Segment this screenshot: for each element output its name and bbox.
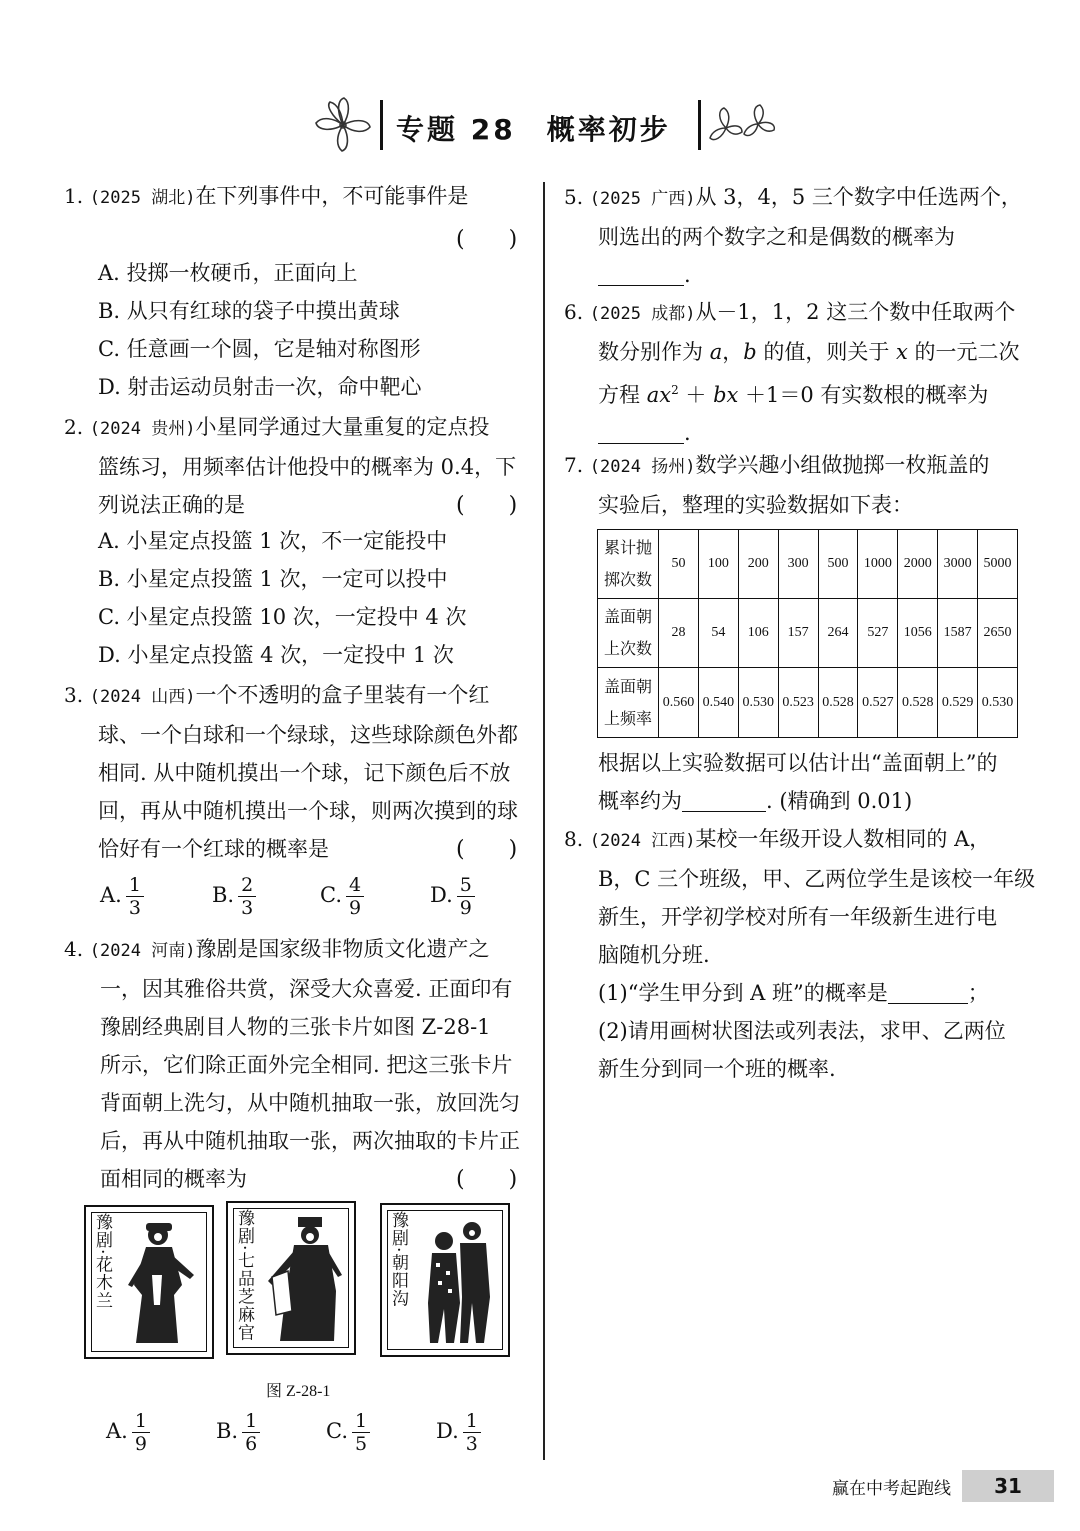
option-b: B. $\frac{2}{3}$	[212, 874, 256, 919]
answer-parens: ( )	[456, 227, 518, 252]
question-source: (2024 江西)	[589, 831, 696, 851]
option-c: C. 小星定点投篮 10 次，一定投中 4 次	[98, 605, 467, 629]
option-b: B. 从只有红球的袋子中摸出黄球	[98, 299, 400, 323]
question-line: 球、一个白球和一个绿球，这些球除颜色外都	[98, 723, 518, 747]
question-line: 列说法正确的是	[98, 493, 245, 517]
answer-blank[interactable]	[682, 785, 766, 812]
option-c: C. $\frac{1}{5}$	[326, 1410, 370, 1455]
question-line: 所示，它们除正面外完全相同. 把这三张卡片	[100, 1053, 513, 1077]
option-list	[98, 522, 466, 674]
question-line: 新生分到同一个班的概率.	[598, 1057, 836, 1081]
option-c: C. 任意画一个圆，它是轴对称图形	[98, 337, 421, 361]
question-line: 数学兴趣小组做抛掷一枚瓶盖的	[695, 453, 990, 477]
card-label: 豫剧·七品芝麻官	[234, 1209, 254, 1342]
row-header: 盖面朝 上频率	[598, 668, 659, 738]
question-4	[64, 930, 520, 1198]
row-header: 累计抛 掷次数	[598, 530, 659, 599]
question-line: 一个不透明的盒子里装有一个红	[195, 683, 490, 707]
answer-parens: ( )	[456, 837, 518, 862]
option-d: D. 射击运动员射击一次，命中靶心	[98, 375, 422, 399]
question-line: 脑随机分班.	[598, 943, 710, 967]
question-5: 5. (2025 广西)从 3，4，5 三个数字中任选两个， 则选出的两个数字之和是偶数的概率为 .	[564, 185, 1022, 287]
answer-blank[interactable]	[598, 417, 684, 444]
question-line: 后，再从中随机抽取一张，两次抽取的卡片正	[100, 1129, 520, 1153]
row-header: 盖面朝 上次数	[598, 599, 659, 668]
question-line: 背面朝上洗匀，从中随机抽取一张，放回洗匀	[100, 1091, 520, 1115]
data-table	[597, 529, 1018, 738]
option-a: A. 小星定点投篮 1 次，不一定能投中	[98, 529, 448, 553]
option-b: B. $\frac{1}{6}$	[216, 1410, 260, 1455]
question-number: 8.	[564, 827, 584, 851]
question-number: 4.	[64, 937, 84, 961]
question-8: 8. (2024 江西)某校一年级开设人数相同的 A， B，C 三个班级，甲、乙两位学生是该校一年级 新生，开学初学校对所有一年级新生进行电 脑随机分班. (1)“学生甲分到 A 班”的概率是 ； (2)请用画树状图法或列表法，求甲、乙两位 新生分到同一个班的概率.	[564, 820, 1035, 1088]
question-6: 6. (2025 成都)从－1，1，2 这三个数中任取两个 数分别作为 a，b 的值，则关于 x 的一元二次 方程 $ax^2$ ＋ bx ＋1＝0 有实数根的概率为 .	[564, 300, 1020, 445]
question-source: (2025 广西)	[589, 189, 696, 209]
answer-parens: ( )	[456, 1167, 518, 1192]
card-label: 豫剧·朝阳沟	[388, 1211, 408, 1308]
option-d: D. $\frac{5}{9}$	[430, 874, 475, 919]
fraction-options	[106, 1410, 526, 1460]
title-right-bar	[698, 100, 701, 150]
question-source: (2025 成都)	[589, 304, 696, 324]
question-7	[564, 446, 989, 524]
question-line: 面相同的概率为	[100, 1167, 247, 1191]
question-line: 相同. 从中随机摸出一个球，记下颜色后不放	[98, 761, 511, 785]
question-number: 3.	[64, 683, 84, 707]
option-a: A. $\frac{1}{3}$	[100, 874, 144, 919]
question-1	[64, 177, 468, 217]
question-line: (2)请用画树状图法或列表法，求甲、乙两位	[598, 1019, 1006, 1043]
option-a: A. 投掷一枚硬币，正面向上	[98, 261, 358, 285]
question-line: 则选出的两个数字之和是偶数的概率为	[598, 225, 955, 249]
question-source: (2024 河南)	[89, 941, 196, 961]
question-line: 实验后，整理的实验数据如下表：	[598, 493, 913, 517]
option-a: A. $\frac{1}{9}$	[106, 1410, 150, 1455]
title-left-bar	[380, 100, 383, 150]
opera-figure-icon	[410, 1213, 504, 1349]
question-line: 某校一年级开设人数相同的 A，	[695, 827, 991, 851]
option-b: B. 小星定点投篮 1 次，一定可以投中	[98, 567, 448, 591]
question-line: 根据以上实验数据可以估计出“盖面朝上”的	[598, 751, 998, 775]
question-number: 2.	[64, 415, 84, 439]
question-line: 豫剧经典剧目人物的三张卡片如图 Z-28-1	[100, 1015, 491, 1039]
question-line: 回，再从中随机摸出一个球，则两次摸到的球	[98, 799, 518, 823]
page-title: 专题 28 概率初步	[396, 113, 671, 146]
question-stem: 在下列事件中，不可能事件是	[195, 184, 469, 208]
fraction-options	[100, 874, 520, 924]
answer-blank[interactable]	[598, 259, 684, 286]
question-line: B，C 三个班级，甲、乙两位学生是该校一年级	[598, 867, 1036, 891]
question-line: 恰好有一个红球的概率是	[98, 837, 329, 861]
opera-figure-icon	[116, 1215, 206, 1351]
question-source: (2025 湖北)	[89, 188, 196, 208]
question-7-after: 根据以上实验数据可以估计出“盖面朝上”的 概率约为 . (精确到 0.01)	[598, 744, 997, 820]
answer-blank[interactable]	[888, 977, 968, 1004]
question-number: 5.	[564, 185, 584, 209]
flower-ornament-right-icon	[706, 102, 778, 152]
option-d: D. $\frac{1}{3}$	[436, 1410, 481, 1455]
answer-parens: ( )	[456, 493, 518, 518]
opera-card	[380, 1203, 510, 1357]
opera-card	[84, 1205, 214, 1359]
opera-figure-icon	[258, 1211, 348, 1347]
flower-ornament-left-icon	[308, 94, 378, 156]
option-list	[98, 254, 421, 406]
column-divider	[543, 182, 545, 1460]
question-line: 篮练习，用频率估计他投中的概率为 0.4，下	[98, 455, 517, 479]
option-d: D. 小星定点投篮 4 次，一定投中 1 次	[98, 643, 454, 667]
question-3	[64, 676, 518, 868]
question-source: (2024 山西)	[89, 687, 196, 707]
header	[300, 92, 780, 162]
question-source: (2024 扬州)	[589, 457, 696, 477]
option-c: C. $\frac{4}{9}$	[320, 874, 364, 919]
question-line: 小星同学通过大量重复的定点投	[195, 415, 490, 439]
opera-card	[226, 1201, 356, 1355]
question-number: 7.	[564, 453, 584, 477]
figure-caption: 图 Z-28-1	[266, 1383, 331, 1400]
question-source: (2024 贵州)	[89, 419, 196, 439]
question-2	[64, 408, 516, 524]
table-row: 盖面朝 上次数 28 54 106 157 264 527 1056 1587 2650	[598, 599, 1018, 668]
footer-text: 赢在中考起跑线	[832, 1479, 951, 1499]
table-row: 盖面朝 上频率 0.560 0.540 0.530 0.523 0.528 0.527 0.528 0.529 0.530	[598, 668, 1018, 738]
question-line: 从 3，4，5 三个数字中任选两个，	[695, 185, 1022, 209]
card-label: 豫剧·花木兰	[92, 1213, 112, 1310]
question-line: 豫剧是国家级非物质文化遗产之	[195, 937, 490, 961]
question-line: 新生，开学初学校对所有一年级新生进行电	[598, 905, 997, 929]
table-row: 累计抛 掷次数 50 100 200 300 500 1000 2000 3000 5000	[598, 530, 1018, 599]
question-number: 6.	[564, 300, 584, 324]
page-number: 31	[962, 1470, 1054, 1502]
question-line: 从－1，1，2 这三个数中任取两个	[695, 300, 1016, 324]
question-number: 1.	[64, 184, 84, 208]
question-line: 一，因其雅俗共赏，深受大众喜爱. 正面印有	[100, 977, 513, 1001]
